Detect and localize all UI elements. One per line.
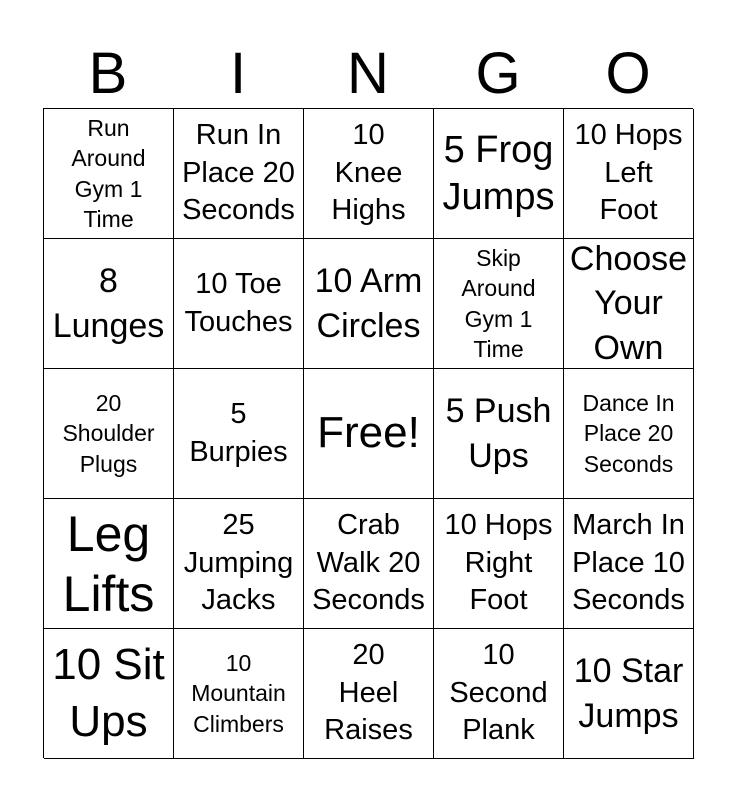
bingo-cell: 10 Arm Circles: [304, 239, 434, 369]
bingo-cell: 10 Toe Touches: [174, 239, 304, 369]
free-space-cell: Free!: [304, 369, 434, 499]
bingo-cell: Crab Walk 20 Seconds: [304, 499, 434, 629]
bingo-cell: March In Place 10 Seconds: [564, 499, 694, 629]
header-letter-b: B: [88, 41, 128, 106]
bingo-cell: Run In Place 20 Seconds: [174, 109, 304, 239]
bingo-cell: 5 Burpies: [174, 369, 304, 499]
bingo-cell: 10 Hops Right Foot: [434, 499, 564, 629]
bingo-cell: Run Around Gym 1 Time: [44, 109, 174, 239]
bingo-cell: 10 Mountain Climbers: [174, 629, 304, 759]
header-letter-g: G: [475, 41, 521, 106]
bingo-cell: 10 Sit Ups: [44, 629, 174, 759]
bingo-cell: Skip Around Gym 1 Time: [434, 239, 564, 369]
bingo-cell: 10 Knee Highs: [304, 109, 434, 239]
header-letter-i: I: [229, 41, 247, 106]
bingo-cell: 5 Frog Jumps: [434, 109, 564, 239]
bingo-cell: 8 Lunges: [44, 239, 174, 369]
bingo-cell: 20 Heel Raises: [304, 629, 434, 759]
bingo-cell: 10 Hops Left Foot: [564, 109, 694, 239]
header-letter-n: N: [347, 41, 389, 106]
bingo-header: [43, 40, 693, 108]
bingo-cell: 20 Shoulder Plugs: [44, 369, 174, 499]
bingo-cell: 10 Second Plank: [434, 629, 564, 759]
bingo-cell: 5 Push Ups: [434, 369, 564, 499]
bingo-cell: Dance In Place 20 Seconds: [564, 369, 694, 499]
bingo-cell: 25 Jumping Jacks: [174, 499, 304, 629]
header-letter-o: O: [605, 41, 651, 106]
bingo-cell: Choose Your Own: [564, 239, 694, 369]
bingo-cell: 10 Star Jumps: [564, 629, 694, 759]
bingo-card: [43, 108, 693, 758]
bingo-cell: Leg Lifts: [44, 499, 174, 629]
